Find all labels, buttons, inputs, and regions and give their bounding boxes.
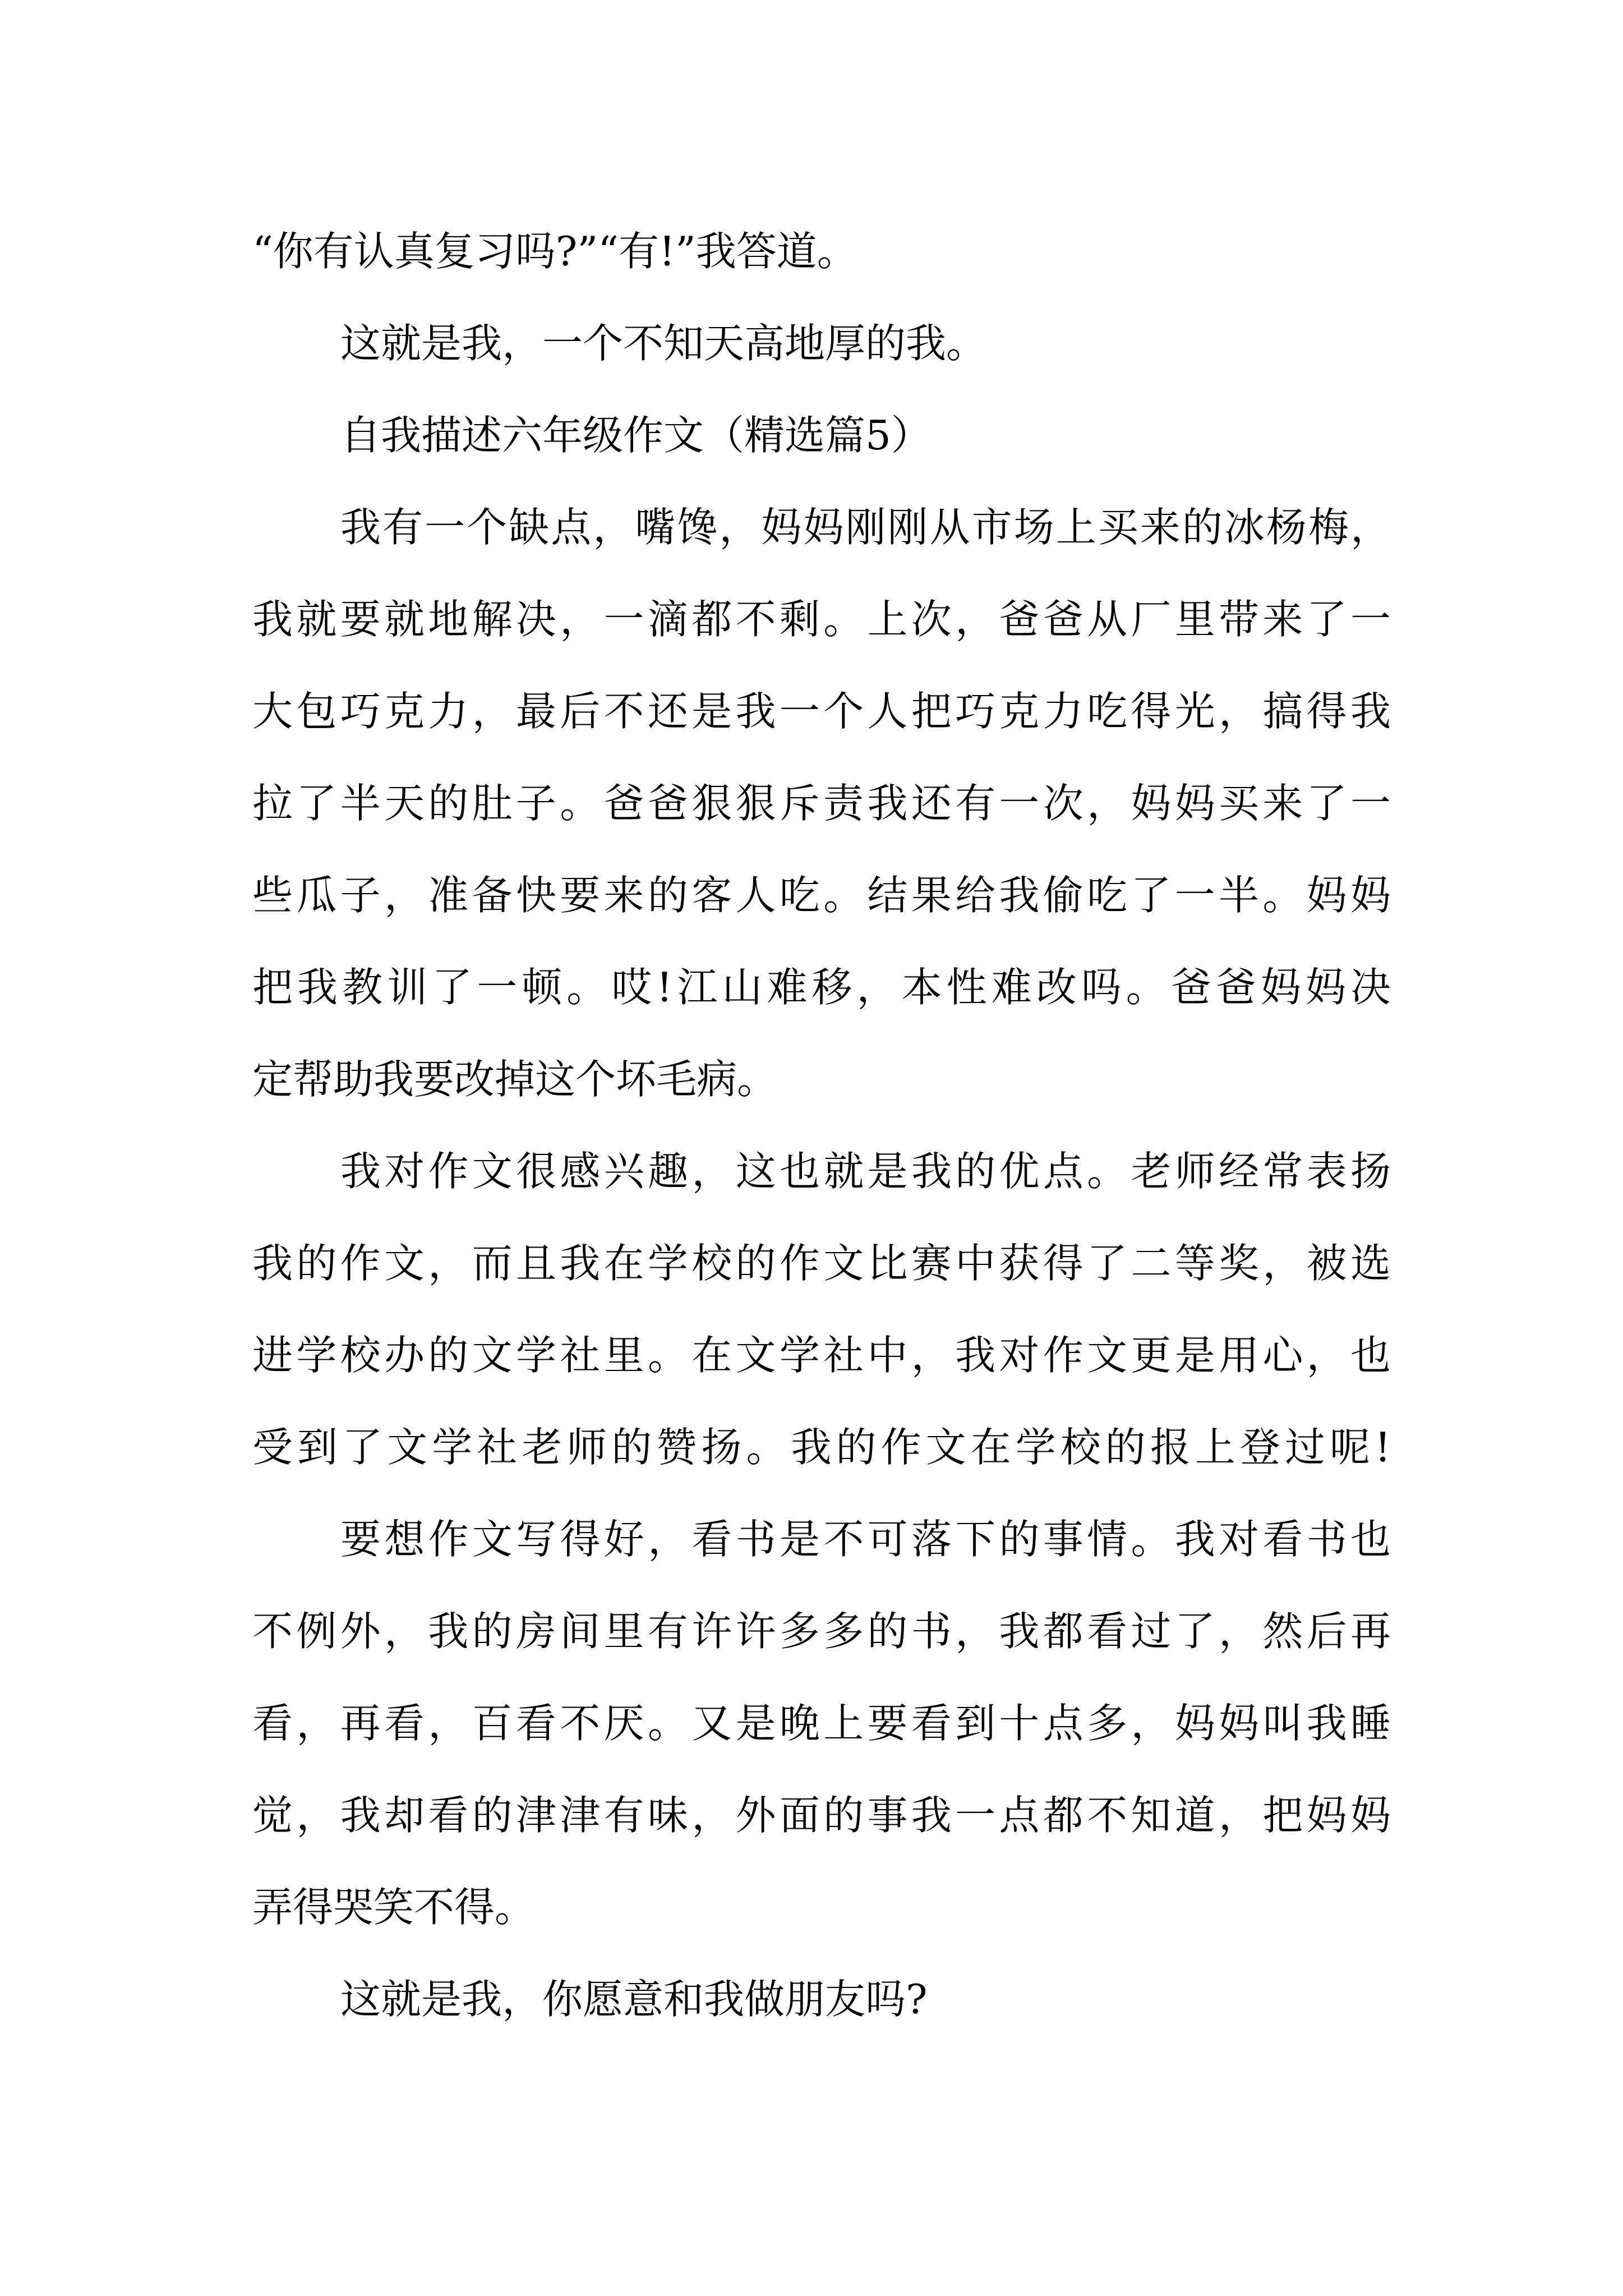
text-line: 看，再看，百看不厌。又是晚上要看到十点多，妈妈叫我睡 [252,1700,1391,1747]
text-line: 些瓜子，准备快要来的客人吃。结果给我偷吃了一半。妈妈 [252,872,1391,919]
text-line: 我有一个缺点，嘴馋，妈妈刚刚从市场上买来的冰杨梅， [340,504,1391,551]
document-body [252,205,1391,2045]
text-line: 这就是我，你愿意和我做朋友吗? [340,1976,928,2023]
section-heading: 自我描述六年级作文（精选篇5） [340,412,932,459]
text-line: 这就是我，一个不知天高地厚的我。 [340,320,987,367]
text-line: 我的作文，而且我在学校的作文比赛中获得了二等奖，被选 [252,1240,1391,1287]
text-line: 弄得哭笑不得。 [252,1884,536,1931]
text-line: “你有认真复习吗?”“有!”我答道。 [252,228,857,275]
text-line: 把我教训了一顿。哎!江山难移，本性难改吗。爸爸妈妈决 [252,964,1391,1011]
text-line: 我就要就地解决，一滴都不剩。上次，爸爸从厂里带来了一 [252,596,1391,643]
text-line: 定帮助我要改掉这个坏毛病。 [252,1056,778,1103]
text-line: 觉，我却看的津津有味，外面的事我一点都不知道，把妈妈 [252,1792,1391,1839]
text-line: 我对作文很感兴趣，这也就是我的优点。老师经常表扬 [340,1148,1391,1195]
text-line: 进学校办的文学社里。在文学社中，我对作文更是用心，也 [252,1332,1391,1379]
text-line: 要想作文写得好，看书是不可落下的事情。我对看书也 [340,1516,1391,1563]
text-line: 大包巧克力，最后不还是我一个人把巧克力吃得光，搞得我 [252,688,1391,735]
text-line: 拉了半天的肚子。爸爸狠狠斥责我还有一次，妈妈买来了一 [252,780,1391,827]
text-line: 受到了文学社老师的赞扬。我的作文在学校的报上登过呢! [252,1424,1391,1471]
text-line: 不例外，我的房间里有许许多多的书，我都看过了，然后再 [252,1608,1391,1655]
